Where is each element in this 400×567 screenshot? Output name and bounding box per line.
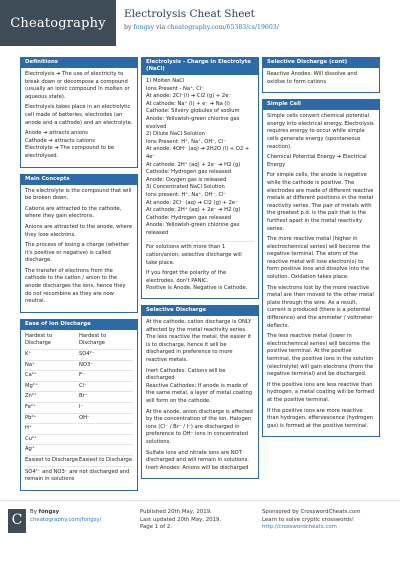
sponsor-url[interactable]: http://crosswordcheats.com xyxy=(262,524,337,531)
simple-cell-para: If the positive ions are more reactive than hydrogen, effervescence (hydrogen gas) is formed at the positive terminal. xyxy=(267,407,374,429)
definitions-heading: Definitions xyxy=(21,57,137,68)
concept-3: Anions are attracted to the anode, where they lose electrons. xyxy=(25,223,133,238)
definition-cell: Electrolysis takes place in an electrolytic cell made of batteries, electrodes (an anode and a cathode) and an electrolyte. xyxy=(25,104,133,126)
main-concepts-heading: Main Concepts xyxy=(21,174,137,185)
table-row xyxy=(25,445,133,456)
definition-electrolyte: Electrolyte ➔ The compound to be electrolysed. xyxy=(25,145,115,159)
footer-dates xyxy=(140,509,221,532)
footer-cell: Easiest to Discharge xyxy=(79,456,133,463)
selective-cont-box xyxy=(262,57,380,93)
definition-anode: Anode ➔ attracts anions xyxy=(25,130,89,137)
anion-cell xyxy=(79,445,133,455)
cation-cell: H⁺ xyxy=(25,425,32,432)
table-row xyxy=(25,361,133,372)
charge-line: Anode: Yellowish-green chlorine gas evolved xyxy=(146,115,240,130)
charge-line: At anode: 2Cl⁻(l) ➔ Cl2 (g) + 2e⁻ xyxy=(146,93,232,100)
table-row xyxy=(25,392,133,403)
cation-cell: Fe²⁺ xyxy=(25,404,36,410)
charge-line: Anode: Oxygen gas is released xyxy=(146,176,227,183)
sponsor-line: Learn to solve cryptic crosswords! xyxy=(262,516,355,523)
concept-5: The transfer of electrons from the cathode to the cation / anion to the anode discharges the ions, hence they do not recombine as they are now neutral. xyxy=(25,267,126,305)
cation-cell: Na⁺ xyxy=(25,361,35,368)
ease-note: SO4²⁻ and NO3⁻ are not discharged and remain in solutions xyxy=(25,468,130,483)
main-concepts-box xyxy=(20,174,138,313)
selective-cont-text: Reactive Anodes: Will dissolve and oxidise to form cations xyxy=(267,71,357,85)
table-row xyxy=(25,403,133,414)
footer-sponsor xyxy=(262,509,361,532)
cation-cell: Mg²⁺ xyxy=(25,382,38,389)
charge-line: 1) Molten NaCl xyxy=(146,78,185,84)
ease-of-discharge-box xyxy=(20,319,138,491)
footer-author-url[interactable]: cheatography.com/fongsy/ xyxy=(30,516,102,523)
author-link[interactable]: fongsy xyxy=(133,24,155,31)
charge-line: At cathode: Na⁺ (l) + e⁻ ➔ Na (l) xyxy=(146,100,230,107)
cation-cell: Ag⁺ xyxy=(25,446,35,453)
charge-line: Ions Present - Na⁺, Cl⁻ xyxy=(146,85,204,92)
charge-box xyxy=(141,57,259,299)
by-prefix: by xyxy=(124,24,134,31)
anion-cell xyxy=(79,424,133,434)
selective-para: Inert Anodes: Anions will be discharged xyxy=(146,464,249,471)
selective-para: Reactive Cathodes: If anode is made of the same metal, a layer of metal coating will form on the cathode. xyxy=(146,382,253,404)
footer-cell: Easiest to Discharge xyxy=(25,456,79,463)
column-2 xyxy=(141,57,259,485)
cation-cell: Cu²⁺ xyxy=(25,435,37,442)
table-row xyxy=(25,350,133,361)
charge-line: Anode: Yellowish-green chlorine gas released xyxy=(146,222,240,236)
page-footer xyxy=(0,500,400,567)
table-footer-row xyxy=(25,456,133,467)
charge-note-3: Positive is Anode, Negative is Cathode. xyxy=(146,285,248,292)
via-text: via xyxy=(154,24,168,31)
anion-cell: I⁻ xyxy=(79,404,84,410)
cheatography-logo[interactable]: Cheatography xyxy=(0,0,116,46)
selective-discharge-box xyxy=(141,305,259,479)
column-3 xyxy=(262,57,380,443)
simple-cell-para: For simple cells, the anode is negative while the cathode is positive. The electrodes are made of different reactive metals at different positions in the metal reactivity series. The pair of metals with the greatest p.d. is the pair that is the furthest apart in the metal reactivity series. xyxy=(267,172,374,232)
table-row xyxy=(25,371,133,382)
ease-heading: Ease of Ion Discharge xyxy=(21,319,137,330)
concept-1: The electrolyte is the compound that will be broken down. xyxy=(25,187,132,202)
page-header xyxy=(0,0,400,46)
anion-cell: SO4²⁻ xyxy=(79,351,95,358)
concept-4: The process of losing a charge (whether it's positive or negative) is called discharge. xyxy=(25,242,130,264)
charge-line: Cathode: Silvery globules of sodium xyxy=(146,108,240,115)
simple-cell-para: The more reactive metal (higher in electrochemical series) will become the negative terminal. The atom of the reactive metal will lose electron(s) to form positive ions and dissolve into the solution. Oxidation takes place. xyxy=(267,236,371,281)
header-cell: Hardest to Discharge xyxy=(79,332,107,347)
cheatography-c-logo-icon[interactable]: C xyxy=(8,509,26,533)
page-title: Electrolysis Cheat Sheet xyxy=(124,8,255,20)
concept-2: Cations are attracted to the cathode, where they gain electrons. xyxy=(25,205,122,220)
selective-para: Sulfate ions and nitrate ions are NOT discharged and will remain in solutions. xyxy=(146,449,249,464)
footer-author-name[interactable]: fongsy xyxy=(38,509,60,515)
footer-author xyxy=(30,509,102,524)
selective-heading: Selective Discharge xyxy=(142,305,258,316)
charge-line: 2) Dilute NaCl Solution xyxy=(146,131,205,138)
charge-line: At cathode: 2H⁺ (aq) + 2e⁻ ➔ H2 (g) xyxy=(146,207,241,214)
charge-note-1: For solutions with more than 1 cation/anion, selective discharge will take place. xyxy=(146,241,254,267)
charge-line: At anode: 2Cl⁻ (aq) ➔ Cl2 (g) + 2e⁻ xyxy=(146,199,238,206)
simple-cell-para: If the positive ions are less reactive than hydrogen, a metal coating will be formed at the positive terminal. xyxy=(267,381,375,403)
table-row xyxy=(25,382,133,393)
charge-note-2: If you forget the polarity of the electrodes, don't PANIC. xyxy=(146,270,227,284)
charge-line: Cathode: Hydrogen gas released xyxy=(146,214,232,221)
simple-cell-heading: Simple Cell xyxy=(263,99,379,110)
charge-line: Cathode: Hydrogen gas released xyxy=(146,169,232,176)
charge-line: Ions present: H⁺, Na⁺, OH⁻, Cl⁻ xyxy=(146,191,227,198)
simple-cell-para: The electrons lost by the more reactive metal are then moved to the other metal plate through the wire. As a result, current is produced (there is a potential difference) and the ammeter / voltmeter deflects. xyxy=(267,284,374,329)
published-date: Published 20th May, 2019. xyxy=(140,509,212,515)
table-row xyxy=(25,435,133,446)
charge-heading: Electrolysis - Charge in Electrolyte (NaCl) xyxy=(142,57,258,75)
charge-line: At cathode: 2H⁺ (aq) + 2e⁻ ➔ H2 (g) xyxy=(146,161,241,168)
selective-cont-heading: Selective Discharge (cont) xyxy=(263,57,379,68)
charge-line: Ions Present: H⁺, Na⁺, OH⁻, Cl⁻ xyxy=(146,138,227,145)
charge-line: 3) Concentrated NaCl Solution xyxy=(146,184,225,191)
simple-cell-para: Chemical Potential Energy ➔ Electrical Energy xyxy=(267,154,367,168)
table-header-row xyxy=(25,332,133,350)
definition-electrolysis: Electrolysis ➔ The use of electricity to break down or decompose a compound (usually an ionic compound in molten or aqueous state). xyxy=(25,71,130,100)
selective-para: Inert Cathodes: Cations will be discharged xyxy=(146,367,226,382)
cation-cell: Zn²⁺ xyxy=(25,393,37,400)
anion-cell: NO3⁻ xyxy=(79,361,94,368)
anion-cell: F⁻ xyxy=(79,372,85,379)
simple-cell-para: Simple cells convert chemical potential energy into electrical energy. Electrolysis requires energy to occur while simple cells generate energy (spontaneous reaction). xyxy=(267,113,374,150)
byline xyxy=(124,24,279,31)
cation-cell: K⁺ xyxy=(25,351,32,358)
table-row xyxy=(25,414,133,425)
selective-para: At the cathode, cation discharge is ONLY affected by the metal reactivity series. The less reactive the metal, the easier it is to discharge, hence it will be discharged in preference to more reactive metals. xyxy=(146,319,252,363)
anion-cell: OH⁻ xyxy=(79,414,90,421)
definitions-box xyxy=(20,57,138,168)
charge-line: At anode: 4OH⁻ (aq) ➔ 2H2O (l) + O2 + 4e⁻ xyxy=(146,146,250,160)
column-1 xyxy=(20,57,138,497)
cation-cell: Pb²⁺ xyxy=(25,414,37,421)
simple-cell-box xyxy=(262,99,380,437)
page-number: Page 1 of 2. xyxy=(140,524,172,531)
updated-date: Last updated 20th May, 2019. xyxy=(140,516,222,523)
table-row xyxy=(25,424,133,435)
anion-cell: Cl⁻ xyxy=(79,382,87,389)
cation-cell: Ca²⁺ xyxy=(25,372,37,379)
definition-cathode: Cathode ➔ attracts cations xyxy=(25,137,95,144)
anion-cell: Br⁻ xyxy=(79,393,88,400)
sheet-url-link[interactable]: cheatography.com/65383/cs/19603/ xyxy=(167,24,279,31)
sponsor-text: Sponsored by CrosswordCheats.com xyxy=(262,509,361,515)
selective-para: At the anode, anion discharge is affected by the concentration of the ion. Halogen ions (Cl⁻ / Br⁻ / I⁻) are discharged in preference to OH⁻ ions in concentrated solutions. xyxy=(146,408,253,445)
simple-cell-para: The less reactive metal (lower in electrochemical series) will become the positive terminal. At the positive terminal, the positive ions in the solution (electrolyte) will gain electrons (from the negative terminal) and be discharged. xyxy=(267,333,374,378)
anion-cell xyxy=(79,435,133,445)
by-label: By xyxy=(30,509,39,515)
header-cell: Hardest to Discharge xyxy=(25,332,53,347)
